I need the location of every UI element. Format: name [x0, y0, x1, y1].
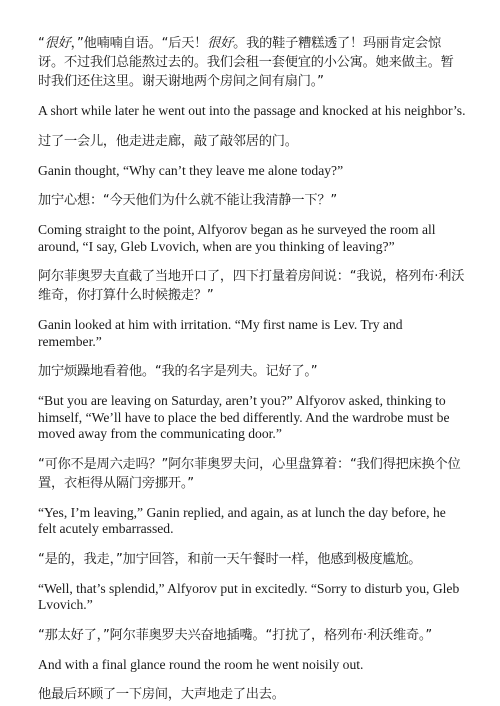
paragraph-zh-3: 加宁心想：“今天他们为什么就不能让我清静一下？”: [38, 193, 337, 208]
paragraph-zh-5: 加宁烦躁地看着他。“我的名字是列夫。记好了。”: [38, 364, 318, 379]
paragraph-en-8: And with a final glance round the room he went noisily out.: [38, 656, 364, 672]
italic-text: 很好: [44, 36, 71, 51]
paragraph-zh-9: 他最后环顾了一下房间，大声地走了出去。: [38, 687, 285, 702]
paragraph-en-3: Coming straight to the point, Alfyorov began as he surveyed the room all around, “I say, Gleb Lvovich, when are you thinking of leaving?”: [38, 222, 436, 254]
paragraph-en-7: “Well, that’s splendid,” Alfyorov put in excitedly. “Sorry to disturb you, Gleb Lvovich.”: [38, 580, 460, 612]
paragraph-en-1: A short while later he went out into the passage and knocked at his neighbor’s.: [38, 103, 466, 118]
paragraph-en-4: Ganin looked at him with irritation. “My first name is Lev. Try and remember.”: [38, 317, 403, 349]
paragraph-en-6: “Yes, I’m leaving,” Ganin replied, and again, as at lunch the day before, he felt acutely embarrassed.: [38, 504, 446, 536]
paragraph-zh-1: “很好，”他喃喃自语。“后天！很好。我的鞋子糟糕透了！玛丽肯定会惊讶。不过我们总能熬过去的。我们会租一套便宜的小公寓。她来做主。暂时我们还住这里。谢天谢地两个房间之间有扇门。”: [38, 36, 454, 89]
paragraph-zh-6: “可你不是周六走吗？”阿尔菲奥罗夫问，心里盘算着：“我们得把床换个位置，衣柜得从隔门旁挪开。”: [38, 456, 461, 491]
italic-text: 很好: [207, 36, 234, 51]
paragraph-zh-2: 过了一会儿，他走进走廊，敲了敲邻居的门。: [38, 133, 298, 149]
paragraph-en-5: “But you are leaving on Saturday, aren’t you?” Alfyorov asked, thinking to himself, “We’ll have to place the bed differently. And the wardrobe must be moved away from the communicating door.”: [38, 393, 450, 441]
paragraph-zh-4: 阿尔菲奥罗夫直截了当地开口了，四下打量着房间说：“我说，格列布·利沃维奇，你打算什么时候搬走？”: [38, 269, 465, 303]
paragraph-zh-7: “是的，我走，”加宁回答，和前一天午餐时一样，他感到极度尴尬。: [38, 551, 422, 567]
paragraph-zh-8: “那太好了，”阿尔菲奥罗夫兴奋地插嘴。“打扰了，格列布·利沃维奇。”: [38, 627, 432, 643]
document-page: [38, 34, 466, 704]
paragraph-en-2: Ganin thought, “Why can’t they leave me alone today?”: [38, 162, 344, 178]
